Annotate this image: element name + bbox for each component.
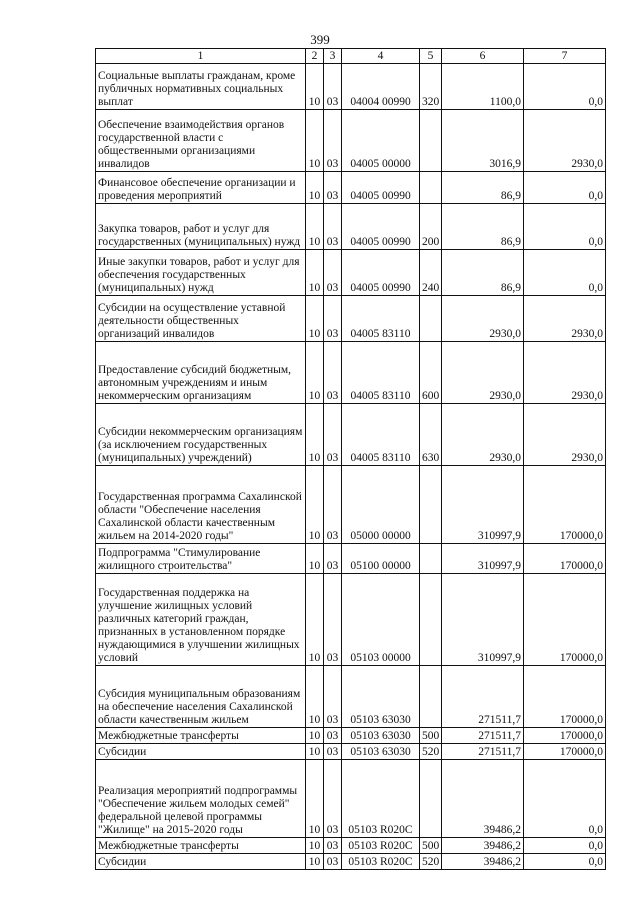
row-cell-c3: 03 xyxy=(324,854,342,870)
table-row xyxy=(96,342,606,404)
row-cell-c5: 500 xyxy=(420,728,442,744)
row-cell-c3: 03 xyxy=(324,838,342,854)
column-header: 2 xyxy=(306,49,324,64)
table-row xyxy=(96,574,606,666)
row-cell-c4: 05103 R020C xyxy=(342,838,420,854)
row-cell-c7: 2930,0 xyxy=(524,296,606,342)
row-cell-c7: 2930,0 xyxy=(524,110,606,172)
row-cell-c7: 170000,0 xyxy=(524,466,606,544)
row-cell-c2: 10 xyxy=(306,574,324,666)
column-header: 6 xyxy=(442,49,524,64)
table-row xyxy=(96,466,606,544)
row-cell-c3: 03 xyxy=(324,250,342,296)
row-cell-c2: 10 xyxy=(306,204,324,250)
row-cell-c7: 0,0 xyxy=(524,172,606,204)
column-header: 3 xyxy=(324,49,342,64)
row-cell-c6: 271511,7 xyxy=(442,666,524,728)
row-cell-c7: 170000,0 xyxy=(524,728,606,744)
row-cell-c2: 10 xyxy=(306,250,324,296)
row-cell-c2: 10 xyxy=(306,110,324,172)
row-cell-c3: 03 xyxy=(324,64,342,110)
row-cell-c3: 03 xyxy=(324,466,342,544)
table-row xyxy=(96,296,606,342)
row-cell-c4: 05103 00000 xyxy=(342,574,420,666)
row-cell-c4: 05000 00000 xyxy=(342,466,420,544)
row-cell-c2: 10 xyxy=(306,728,324,744)
row-cell-c4: 04004 00990 xyxy=(342,64,420,110)
row-name-cell: Субсидии на осуществление уставной деятельности общественных организаций инвалидов xyxy=(96,296,306,342)
row-cell-c2: 10 xyxy=(306,744,324,760)
row-name-cell: Межбюджетные трансферты xyxy=(96,728,306,744)
row-cell-c7: 0,0 xyxy=(524,64,606,110)
row-cell-c2: 10 xyxy=(306,854,324,870)
row-cell-c7: 2930,0 xyxy=(524,404,606,466)
row-cell-c7: 170000,0 xyxy=(524,744,606,760)
row-cell-c5 xyxy=(420,544,442,574)
row-cell-c5: 630 xyxy=(420,404,442,466)
row-cell-c6: 271511,7 xyxy=(442,744,524,760)
row-cell-c2: 10 xyxy=(306,296,324,342)
row-cell-c6: 271511,7 xyxy=(442,728,524,744)
row-cell-c3: 03 xyxy=(324,110,342,172)
row-cell-c6: 2930,0 xyxy=(442,404,524,466)
table-body xyxy=(96,64,606,870)
row-cell-c3: 03 xyxy=(324,172,342,204)
row-name-cell: Иные закупки товаров, работ и услуг для обеспечения государственных (муниципальных) нужд xyxy=(96,250,306,296)
page-number: 399 xyxy=(310,32,330,47)
row-cell-c2: 10 xyxy=(306,172,324,204)
row-cell-c3: 03 xyxy=(324,296,342,342)
row-cell-c6: 3016,9 xyxy=(442,110,524,172)
row-name-cell: Предоставление субсидий бюджетным, автономным учреждениям и иным некоммерческим организациям xyxy=(96,342,306,404)
row-cell-c5 xyxy=(420,760,442,838)
row-cell-c3: 03 xyxy=(324,342,342,404)
row-name-cell: Субсидии xyxy=(96,744,306,760)
row-cell-c5 xyxy=(420,110,442,172)
row-cell-c2: 10 xyxy=(306,838,324,854)
row-cell-c2: 10 xyxy=(306,760,324,838)
row-cell-c4: 05103 63030 xyxy=(342,744,420,760)
row-cell-c6: 2930,0 xyxy=(442,342,524,404)
row-cell-c6: 39486,2 xyxy=(442,760,524,838)
row-name-cell: Реализация мероприятий подпрограммы "Обеспечение жильем молодых семей" федеральной целевой программы "Жилище" на 2015-2020 годы xyxy=(96,760,306,838)
row-cell-c5 xyxy=(420,666,442,728)
table-row xyxy=(96,544,606,574)
row-cell-c7: 0,0 xyxy=(524,760,606,838)
row-cell-c6: 39486,2 xyxy=(442,854,524,870)
row-cell-c5: 600 xyxy=(420,342,442,404)
table-row xyxy=(96,250,606,296)
row-cell-c5 xyxy=(420,296,442,342)
table-row xyxy=(96,64,606,110)
row-cell-c7: 2930,0 xyxy=(524,342,606,404)
row-cell-c4: 04005 83110 xyxy=(342,342,420,404)
row-cell-c3: 03 xyxy=(324,728,342,744)
row-cell-c5: 320 xyxy=(420,64,442,110)
row-cell-c6: 310997,9 xyxy=(442,544,524,574)
row-name-cell: Финансовое обеспечение организации и проведения мероприятий xyxy=(96,172,306,204)
row-cell-c3: 03 xyxy=(324,666,342,728)
row-cell-c7: 0,0 xyxy=(524,854,606,870)
table-row xyxy=(96,110,606,172)
table-row xyxy=(96,666,606,728)
row-cell-c4: 05103 R020C xyxy=(342,854,420,870)
row-cell-c7: 0,0 xyxy=(524,838,606,854)
row-cell-c3: 03 xyxy=(324,204,342,250)
row-cell-c4: 04005 00000 xyxy=(342,110,420,172)
column-header: 7 xyxy=(524,49,606,64)
row-cell-c4: 04005 00990 xyxy=(342,204,420,250)
row-cell-c5: 520 xyxy=(420,854,442,870)
row-cell-c5: 520 xyxy=(420,744,442,760)
row-cell-c6: 39486,2 xyxy=(442,838,524,854)
row-cell-c5 xyxy=(420,172,442,204)
row-cell-c5 xyxy=(420,466,442,544)
row-cell-c5: 500 xyxy=(420,838,442,854)
row-name-cell: Субсидии xyxy=(96,854,306,870)
row-cell-c7: 170000,0 xyxy=(524,574,606,666)
row-name-cell: Государственная поддержка на улучшение жилищных условий различных категорий граждан, признанных в установленном порядке нуждающимися в улучшении жилищных условий xyxy=(96,574,306,666)
row-cell-c4: 05103 R020C xyxy=(342,760,420,838)
row-name-cell: Государственная программа Сахалинской области "Обеспечение населения Сахалинской области качественным жильем на 2014-2020 годы" xyxy=(96,466,306,544)
row-cell-c5: 200 xyxy=(420,204,442,250)
table-row xyxy=(96,728,606,744)
row-cell-c6: 86,9 xyxy=(442,204,524,250)
row-cell-c5 xyxy=(420,574,442,666)
row-cell-c6: 310997,9 xyxy=(442,574,524,666)
row-cell-c4: 05103 63030 xyxy=(342,728,420,744)
row-cell-c6: 310997,9 xyxy=(442,466,524,544)
row-cell-c2: 10 xyxy=(306,666,324,728)
row-name-cell: Обеспечение взаимодействия органов государственной власти с общественными организациями инвалидов xyxy=(96,110,306,172)
table-row xyxy=(96,760,606,838)
table-header-row xyxy=(96,49,606,64)
column-header: 5 xyxy=(420,49,442,64)
row-name-cell: Межбюджетные трансферты xyxy=(96,838,306,854)
table-row xyxy=(96,838,606,854)
row-cell-c2: 10 xyxy=(306,64,324,110)
row-name-cell: Социальные выплаты гражданам, кроме публичных нормативных социальных выплат xyxy=(96,64,306,110)
row-cell-c7: 0,0 xyxy=(524,250,606,296)
row-cell-c6: 86,9 xyxy=(442,250,524,296)
row-cell-c6: 2930,0 xyxy=(442,296,524,342)
row-cell-c3: 03 xyxy=(324,404,342,466)
row-cell-c3: 03 xyxy=(324,574,342,666)
row-cell-c6: 1100,0 xyxy=(442,64,524,110)
table-row xyxy=(96,744,606,760)
row-name-cell: Субсидия муниципальным образованиям на обеспечение населения Сахалинской области качественным жильем xyxy=(96,666,306,728)
budget-table xyxy=(95,48,606,870)
row-cell-c4: 04005 00990 xyxy=(342,250,420,296)
row-cell-c3: 03 xyxy=(324,744,342,760)
table-row xyxy=(96,172,606,204)
row-cell-c6: 86,9 xyxy=(442,172,524,204)
row-cell-c2: 10 xyxy=(306,544,324,574)
row-cell-c7: 0,0 xyxy=(524,204,606,250)
table-row xyxy=(96,854,606,870)
row-cell-c7: 170000,0 xyxy=(524,666,606,728)
row-cell-c3: 03 xyxy=(324,544,342,574)
row-cell-c2: 10 xyxy=(306,466,324,544)
row-cell-c4: 05100 00000 xyxy=(342,544,420,574)
row-cell-c4: 04005 83110 xyxy=(342,404,420,466)
row-cell-c3: 03 xyxy=(324,760,342,838)
column-header: 1 xyxy=(96,49,306,64)
row-name-cell: Закупка товаров, работ и услуг для государственных (муниципальных) нужд xyxy=(96,204,306,250)
row-cell-c7: 170000,0 xyxy=(524,544,606,574)
row-name-cell: Субсидии некоммерческим организациям (за исключением государственных (муниципальных) учреждений) xyxy=(96,404,306,466)
table-row xyxy=(96,404,606,466)
row-cell-c5: 240 xyxy=(420,250,442,296)
table-row xyxy=(96,204,606,250)
row-cell-c4: 04005 83110 xyxy=(342,296,420,342)
column-header: 4 xyxy=(342,49,420,64)
row-cell-c4: 05103 63030 xyxy=(342,666,420,728)
row-cell-c2: 10 xyxy=(306,404,324,466)
row-cell-c2: 10 xyxy=(306,342,324,404)
row-name-cell: Подпрограмма "Стимулирование жилищного строительства" xyxy=(96,544,306,574)
row-cell-c4: 04005 00990 xyxy=(342,172,420,204)
